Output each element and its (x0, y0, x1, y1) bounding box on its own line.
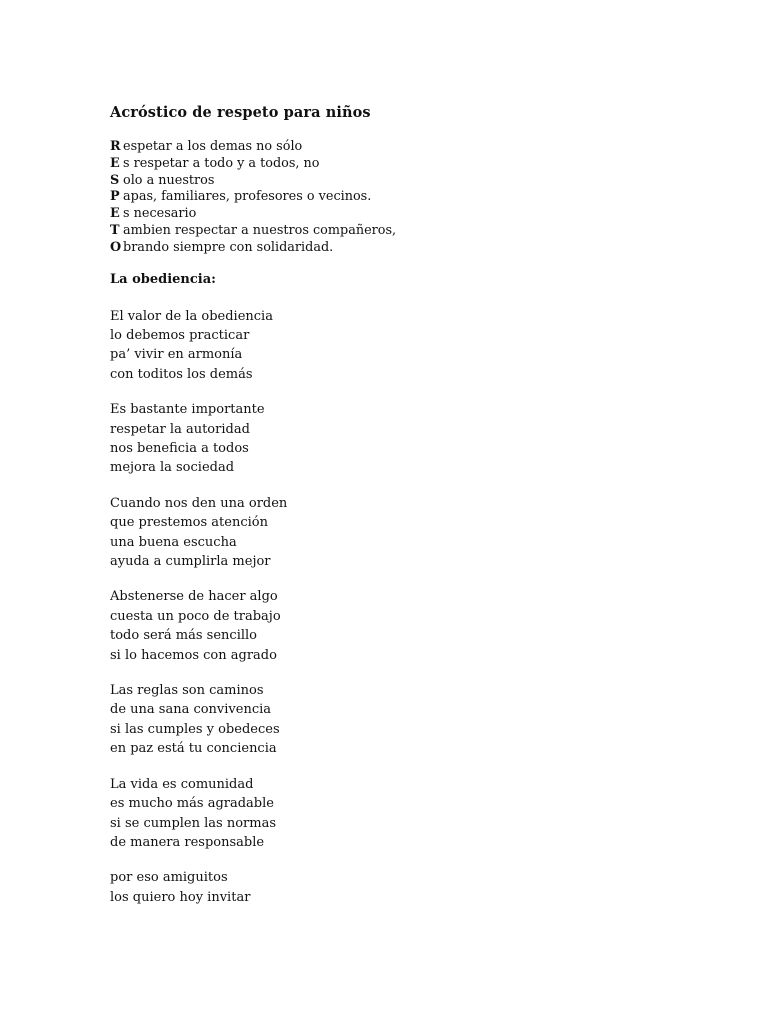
poem-stanza (110, 587, 730, 665)
acrostic-letter: S (110, 172, 120, 188)
acrostic-block (110, 139, 730, 257)
verse-line: Las reglas son caminos (110, 683, 264, 699)
verse-line: de manera responsable (110, 834, 265, 850)
verse-line: lo debemos practicar (110, 327, 250, 343)
verse-line: es mucho más agradable (110, 796, 274, 812)
acrostic-text: s respetar a todo y a todos, no (123, 155, 320, 171)
verse-line: Abstenerse de hacer algo (110, 589, 278, 605)
verse-line: ayuda a cumplirla mejor (110, 554, 271, 570)
verse-line: los quiero hoy invitar (110, 889, 251, 905)
acrostic-text: apas, familiares, profesores o vecinos. (123, 189, 372, 205)
verse-line: si las cumples y obedeces (110, 721, 280, 737)
verse-line: El valor de la obediencia (110, 308, 273, 324)
verse-line: La vida es comunidad (110, 776, 254, 792)
acrostic-letter: T (110, 222, 120, 238)
acrostic-line (110, 173, 730, 190)
poem-stanza (110, 775, 730, 853)
poem-stanza (110, 681, 730, 759)
acrostic-line (110, 206, 730, 223)
poem-stanza (110, 494, 730, 572)
verse-line: Cuando nos den una orden (110, 495, 288, 511)
document-page (110, 103, 730, 923)
acrostic-letter: R (110, 139, 121, 154)
acrostic-line (110, 189, 730, 206)
acrostic-letter: E (110, 155, 120, 171)
acrostic-text: s necesario (123, 206, 197, 222)
poem-stanza (110, 307, 730, 385)
verse-line: si se cumplen las normas (110, 815, 276, 831)
document-title: Acróstico de respeto para niños (110, 104, 371, 121)
verse-line: en paz está tu conciencia (110, 741, 277, 757)
acrostic-text: ambien respectar a nuestros compañeros, (123, 222, 397, 238)
acrostic-letter: O (110, 239, 122, 255)
acrostic-line (110, 240, 730, 257)
verse-line: de una sana convivencia (110, 702, 272, 718)
verse-line: nos beneficia a todos (110, 441, 249, 457)
verse-line: pa’ vivir en armonía (110, 347, 243, 363)
poem-stanza (110, 868, 730, 907)
acrostic-letter: P (110, 189, 120, 205)
verse-line: Es bastante importante (110, 402, 265, 418)
poem-stanza (110, 400, 730, 478)
verse-line: si lo hacemos con agrado (110, 647, 277, 663)
verse-line: respetar la autoridad (110, 421, 250, 437)
section-heading: La obediencia: (110, 271, 216, 287)
verse-line: que prestemos atención (110, 515, 268, 531)
verse-line: mejora la sociedad (110, 460, 235, 476)
acrostic-text: espetar a los demas no sólo (123, 139, 303, 154)
acrostic-text: olo a nuestros (123, 172, 215, 188)
acrostic-line (110, 156, 730, 173)
acrostic-line (110, 223, 730, 240)
verse-line: una buena escucha (110, 534, 237, 550)
acrostic-line (110, 139, 730, 156)
verse-line: por eso amiguitos (110, 870, 228, 886)
acrostic-text: brando siempre con solidaridad. (123, 239, 334, 255)
verse-line: con toditos los demás (110, 366, 253, 382)
acrostic-letter: E (110, 206, 120, 222)
verse-line: cuesta un poco de trabajo (110, 608, 281, 624)
verse-line: todo será más sencillo (110, 628, 257, 644)
